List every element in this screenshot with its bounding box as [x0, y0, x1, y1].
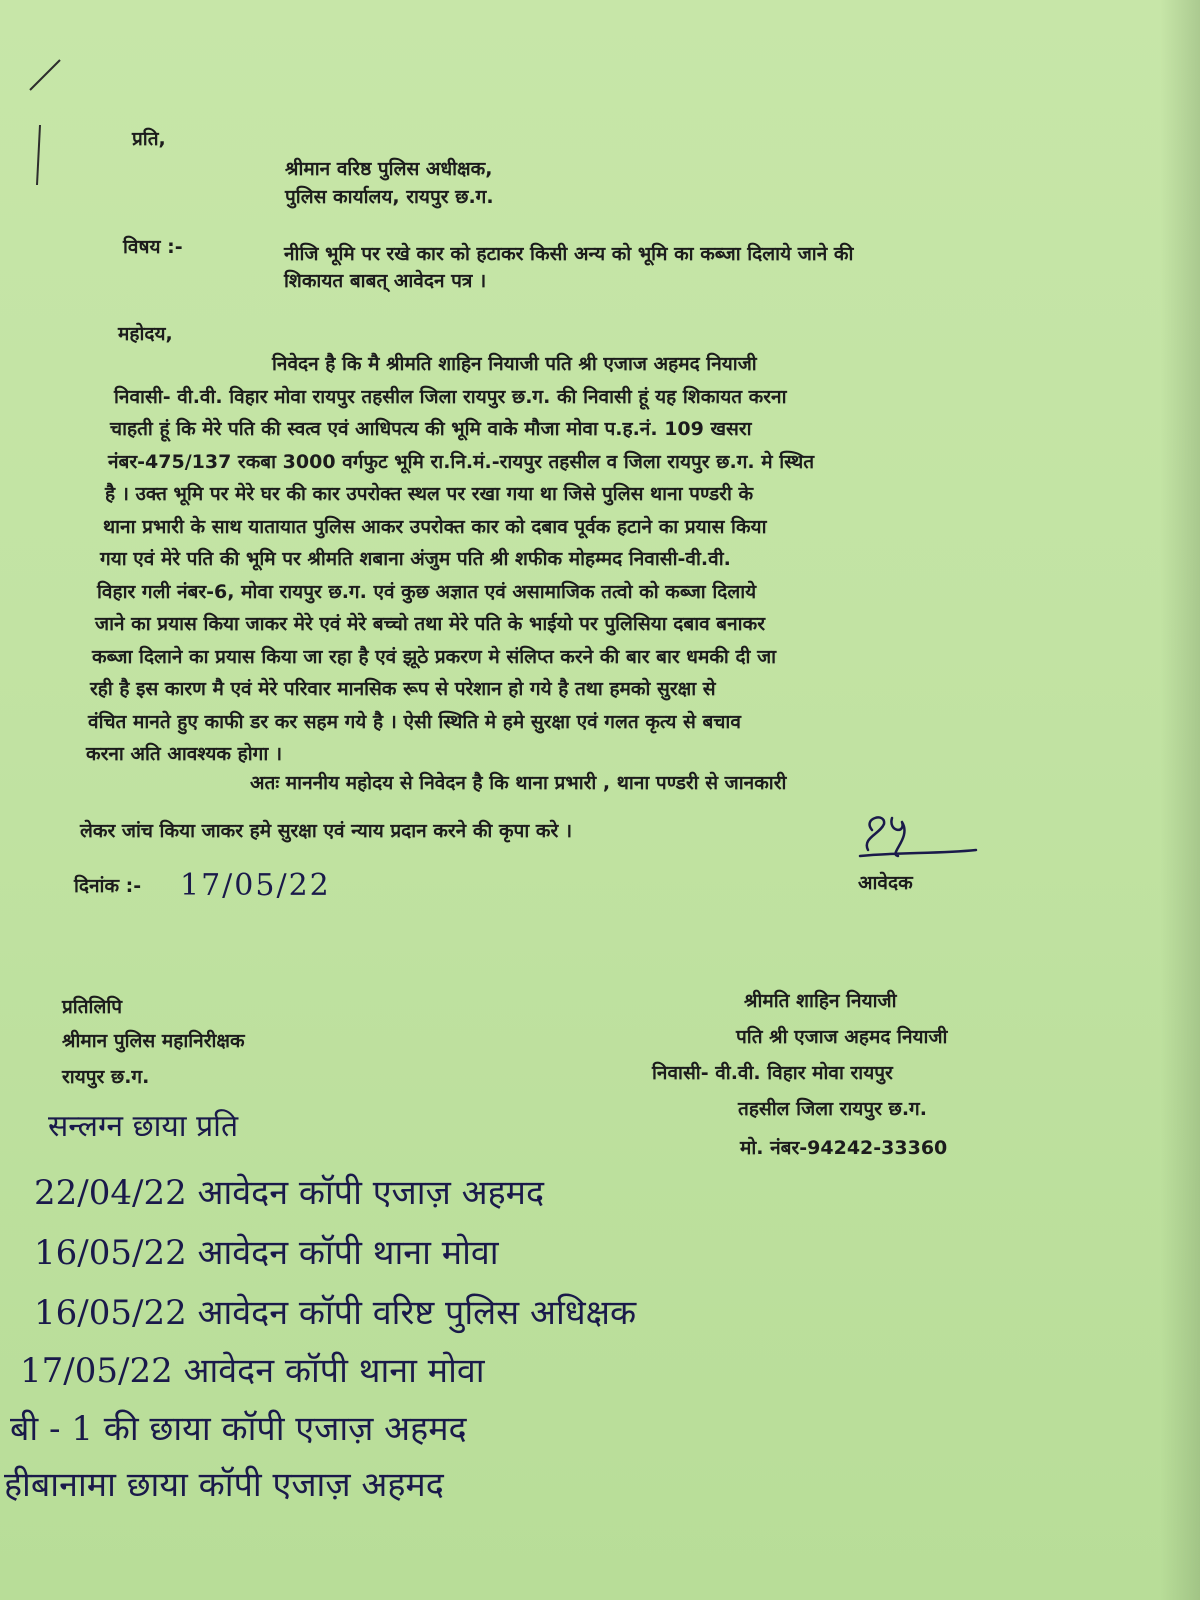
body-line: रही है इस कारण मै एवं मेरे परिवार मानसिक रूप से परेशान हो गये है तथा हमको सुरक्षा से [90, 678, 716, 700]
copy-to-line-1: श्रीमान पुलिस महानिरीक्षक [62, 1030, 245, 1052]
request-line-1: अतः माननीय महोदय से निवेदन है कि थाना प्रभारी , थाना पण्डरी से जानकारी [250, 772, 787, 794]
sender-husband: पति श्री एजाज अहमद नियाजी [736, 1026, 948, 1048]
date-value: 17/05/22 [180, 868, 331, 903]
body-line: जाने का प्रयास किया जाकर मेरे एवं मेरे बच्चो तथा मेरे पति के भाईयो पर पुलिसिया दबाव बनाकर [95, 613, 765, 635]
sender-name: श्रीमति शाहिन नियाजी [744, 990, 897, 1012]
subject-label: विषय :- [123, 236, 183, 258]
sender-address-1: निवासी- वी.वी. विहार मोवा रायपुर [652, 1062, 893, 1084]
applicant-signature [858, 808, 988, 868]
to-label: प्रति, [132, 128, 166, 150]
body-line: थाना प्रभारी के साथ यातायात पुलिस आकर उपरोक्त कार को दबाव पूर्वक हटाने का प्रयास किया [103, 515, 767, 538]
body-line: नंबर-475/137 रकबा 3000 वर्गफुट भूमि रा.नि.मं.-रायपुर तहसील व जिला रायपुर छ.ग. मे स्थित [108, 450, 815, 473]
body-line: विहार गली नंबर-6, मोवा रायपुर छ.ग. एवं कुछ अज्ञात एवं असामाजिक तत्वो को कब्जा दिलाये [97, 580, 757, 603]
body-line: कब्जा दिलाने का प्रयास किया जा रहा है एवं झूठे प्रकरण मे संलिप्त करने की बार बार धमकी दी जा [92, 645, 777, 668]
addressee-line-2: पुलिस कार्यालय, रायपुर छ.ग. [285, 186, 494, 208]
date-label: दिनांक :- [74, 875, 142, 897]
body-paragraph [86, 348, 1060, 771]
sender-phone: मो. नंबर-94242-33360 [740, 1137, 948, 1159]
body-line: है । उक्त भूमि पर मेरे घर की कार उपरोक्त स्थल पर रखा गया था जिसे पुलिस थाना पण्डरी के [105, 483, 754, 505]
salutation: महोदय, [118, 323, 173, 345]
copy-label: प्रतिलिपि [62, 996, 123, 1018]
body-line: वंचित मानते हुए काफी डर कर सहम गये है । ऐसी स्थिति मे हमे सुरक्षा एवं गलत कृत्य से बचाव [88, 710, 741, 733]
copy-to-line-2: रायपुर छ.ग. [62, 1066, 150, 1088]
body-line: चाहती हूं कि मेरे पति की स्वत्व एवं आधिपत्य की भूमि वाके मौजा मोवा प.ह.नं. 109 खसरा [110, 418, 752, 440]
margin-tick-mark [25, 55, 75, 195]
body-line: गया एवं मेरे पति की भूमि पर श्रीमति शबाना अंजुम पति श्री शफीक मोहम्मद निवासी-वी.वी. [100, 548, 731, 570]
enclosure-line: 16/05/22 आवेदन कॉपी थाना मोवा [34, 1233, 499, 1273]
body-line: निवासी- वी.वी. विहार मोवा रायपुर तहसील जिला रायपुर छ.ग. की निवासी हूं यह शिकायत करना [114, 385, 787, 408]
body-line: करना अति आवश्यक होगा । [86, 743, 283, 765]
body-line: निवेदन है कि मै श्रीमति शाहिन नियाजी पति श्री एजाज अहमद नियाजी [272, 353, 757, 375]
sender-address-2: तहसील जिला रायपुर छ.ग. [738, 1098, 927, 1120]
request-line-2: लेकर जांच किया जाकर हमे सुरक्षा एवं न्याय प्रदान करने की कृपा करे । [80, 820, 573, 842]
enclosure-line: हीबानामा छाया कॉपी एजाज़ अहमद [4, 1465, 444, 1505]
paper-edge-shadow [1160, 0, 1200, 1600]
enclosure-line: 16/05/22 आवेदन कॉपी वरिष्ट पुलिस अधिक्षक [34, 1293, 637, 1333]
addressee-line-1: श्रीमान वरिष्ठ पुलिस अधीक्षक, [285, 158, 493, 180]
enclosures-heading: सन्लग्न छाया प्रति [48, 1109, 239, 1144]
subject-line-2: शिकायत बाबत् आवेदन पत्र । [284, 270, 487, 292]
enclosure-line: बी - 1 की छाया कॉपी एजाज़ अहमद [10, 1409, 467, 1449]
enclosure-line: 22/04/22 आवेदन कॉपी एजाज़ अहमद [34, 1173, 545, 1213]
subject-line-1: नीजि भूमि पर रखे कार को हटाकर किसी अन्य को भूमि का कब्जा दिलाये जाने की [284, 243, 854, 265]
applicant-label: आवेदक [858, 872, 913, 894]
enclosure-line: 17/05/22 आवेदन कॉपी थाना मोवा [20, 1351, 485, 1391]
